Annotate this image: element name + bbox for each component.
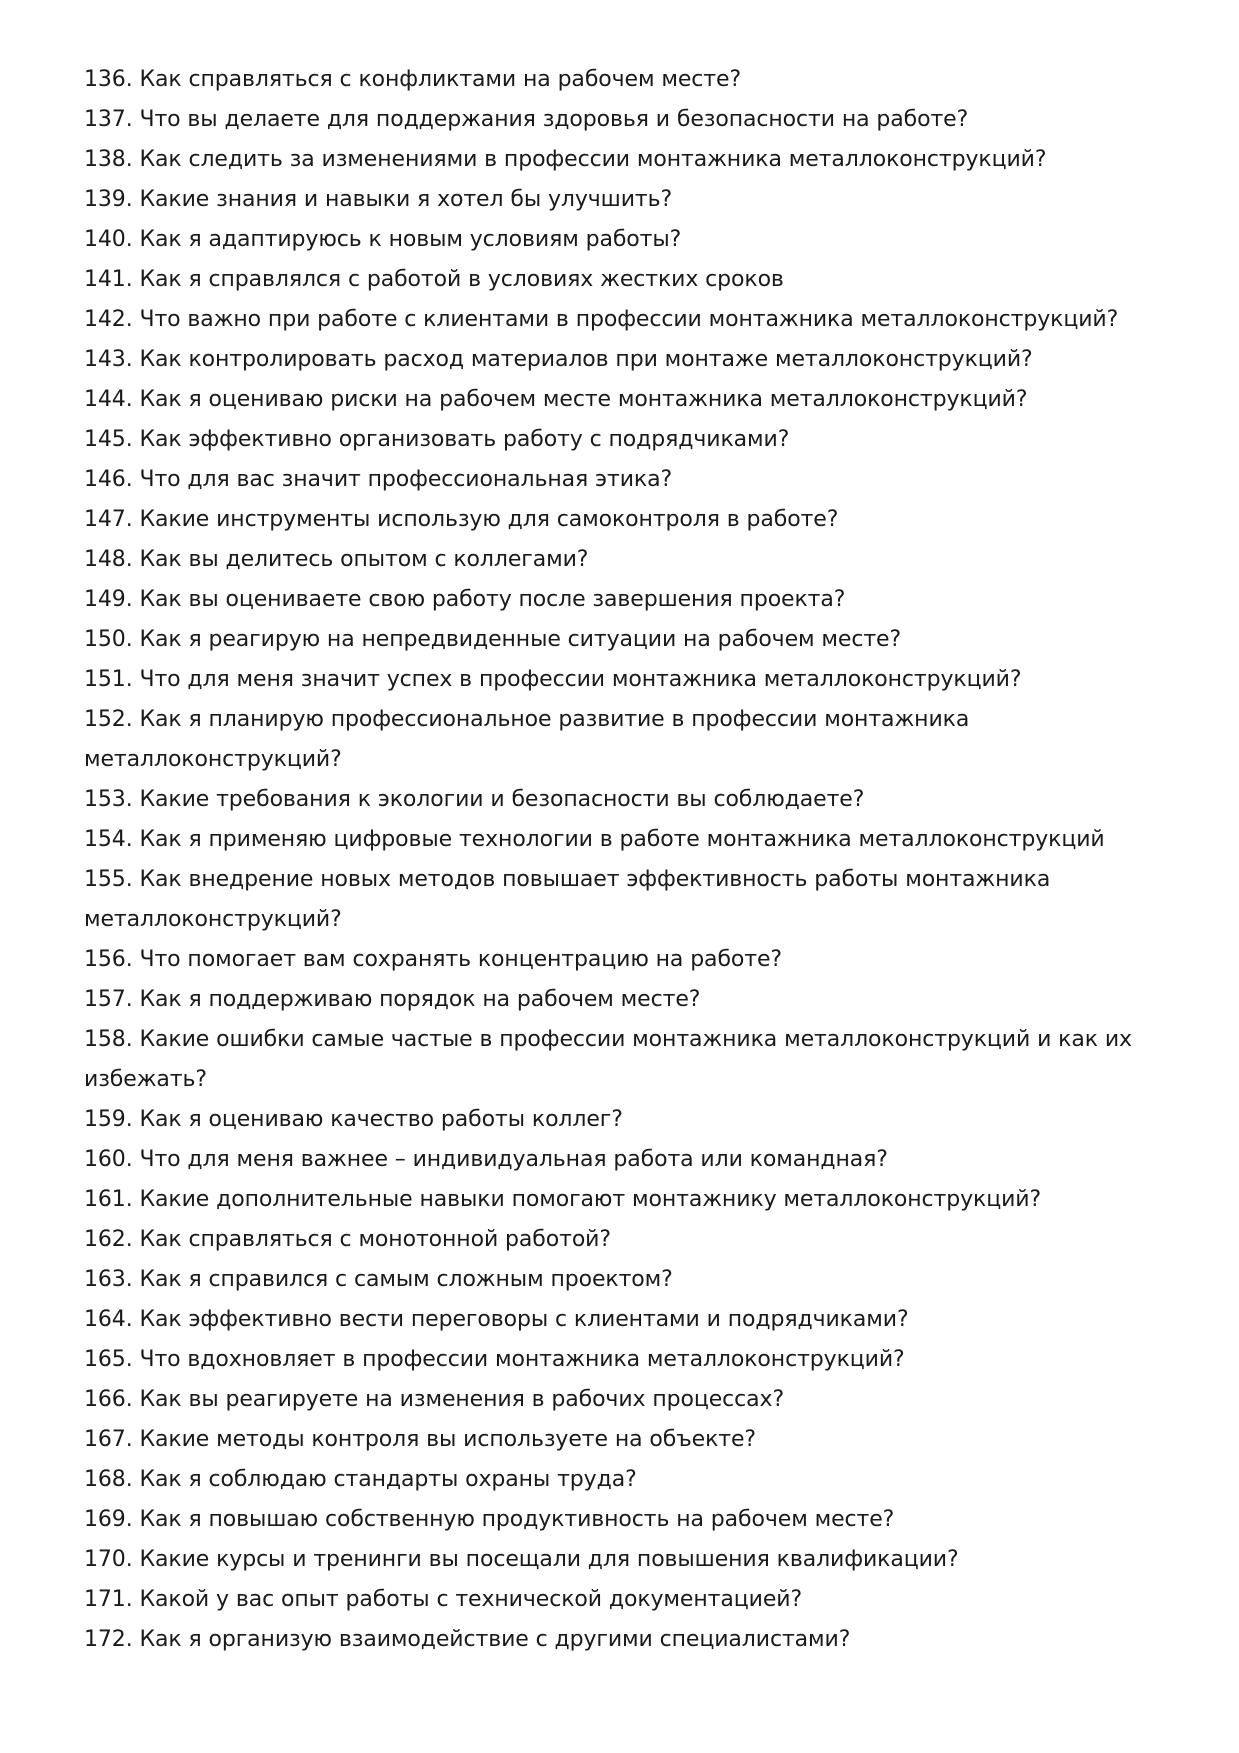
- question-item: 153. Какие требования к экологии и безопасности вы соблюдаете?: [84, 787, 865, 812]
- question-item: 139. Какие знания и навыки я хотел бы улучшить?: [84, 187, 673, 212]
- question-item: 142. Что важно при работе с клиентами в профессии монтажника металлоконструкций?: [84, 307, 1119, 332]
- question-item: 146. Что для вас значит профессиональная этика?: [84, 467, 673, 492]
- question-item: 144. Как я оцениваю риски на рабочем месте монтажника металлоконструкций?: [84, 387, 1028, 412]
- question-item: 167. Какие методы контроля вы используете на объекте?: [84, 1427, 757, 1452]
- question-item: 160. Что для меня важнее – индивидуальная работа или командная?: [84, 1147, 888, 1172]
- question-item: 140. Как я адаптируюсь к новым условиям работы?: [84, 227, 682, 252]
- question-item: 169. Как я повышаю собственную продуктивность на рабочем месте?: [84, 1507, 895, 1532]
- question-item: 150. Как я реагирую на непредвиденные ситуации на рабочем месте?: [84, 627, 902, 652]
- question-item: 155. Как внедрение новых методов повышает эффективность работы монтажника металлоконструкций?: [84, 867, 1051, 932]
- question-item: 145. Как эффективно организовать работу с подрядчиками?: [84, 427, 790, 452]
- question-item: 162. Как справляться с монотонной работой?: [84, 1227, 611, 1252]
- question-item: 148. Как вы делитесь опытом с коллегами?: [84, 547, 589, 572]
- question-item: 137. Что вы делаете для поддержания здоровья и безопасности на работе?: [84, 107, 969, 132]
- question-item: 136. Как справляться с конфликтами на рабочем месте?: [84, 67, 742, 92]
- question-list: [84, 60, 1164, 1660]
- question-item: 156. Что помогает вам сохранять концентрацию на работе?: [84, 947, 782, 972]
- question-item: 151. Что для меня значит успех в профессии монтажника металлоконструкций?: [84, 667, 1022, 692]
- question-item: 171. Какой у вас опыт работы с технической документацией?: [84, 1587, 803, 1612]
- question-item: 163. Как я справился с самым сложным проектом?: [84, 1267, 673, 1292]
- question-item: 159. Как я оцениваю качество работы коллег?: [84, 1107, 623, 1132]
- question-item: 172. Как я организую взаимодействие с другими специалистами?: [84, 1627, 851, 1652]
- question-item: 154. Как я применяю цифровые технологии в работе монтажника металлоконструкций: [84, 827, 1105, 852]
- question-item: 161. Какие дополнительные навыки помогают монтажнику металлоконструкций?: [84, 1187, 1042, 1212]
- question-item: 147. Какие инструменты использую для самоконтроля в работе?: [84, 507, 839, 532]
- question-item: 138. Как следить за изменениями в профессии монтажника металлоконструкций?: [84, 147, 1047, 172]
- question-item: 166. Как вы реагируете на изменения в рабочих процессах?: [84, 1387, 785, 1412]
- question-item: 165. Что вдохновляет в профессии монтажника металлоконструкций?: [84, 1347, 905, 1372]
- question-item: 158. Какие ошибки самые частые в профессии монтажника металлоконструкций и как их избежать?: [84, 1027, 1132, 1092]
- question-item: 152. Как я планирую профессиональное развитие в профессии монтажника металлоконструкций?: [84, 707, 970, 772]
- question-item: 164. Как эффективно вести переговоры с клиентами и подрядчиками?: [84, 1307, 909, 1332]
- question-item: 143. Как контролировать расход материалов при монтаже металлоконструкций?: [84, 347, 1033, 372]
- question-item: 170. Какие курсы и тренинги вы посещали для повышения квалификации?: [84, 1547, 959, 1572]
- question-item: 168. Как я соблюдаю стандарты охраны труда?: [84, 1467, 637, 1492]
- question-item: 149. Как вы оцениваете свою работу после завершения проекта?: [84, 587, 846, 612]
- question-item: 141. Как я справлялся с работой в условиях жестких сроков: [84, 267, 784, 292]
- question-item: 157. Как я поддерживаю порядок на рабочем месте?: [84, 987, 701, 1012]
- document-page: [84, 60, 1164, 1660]
